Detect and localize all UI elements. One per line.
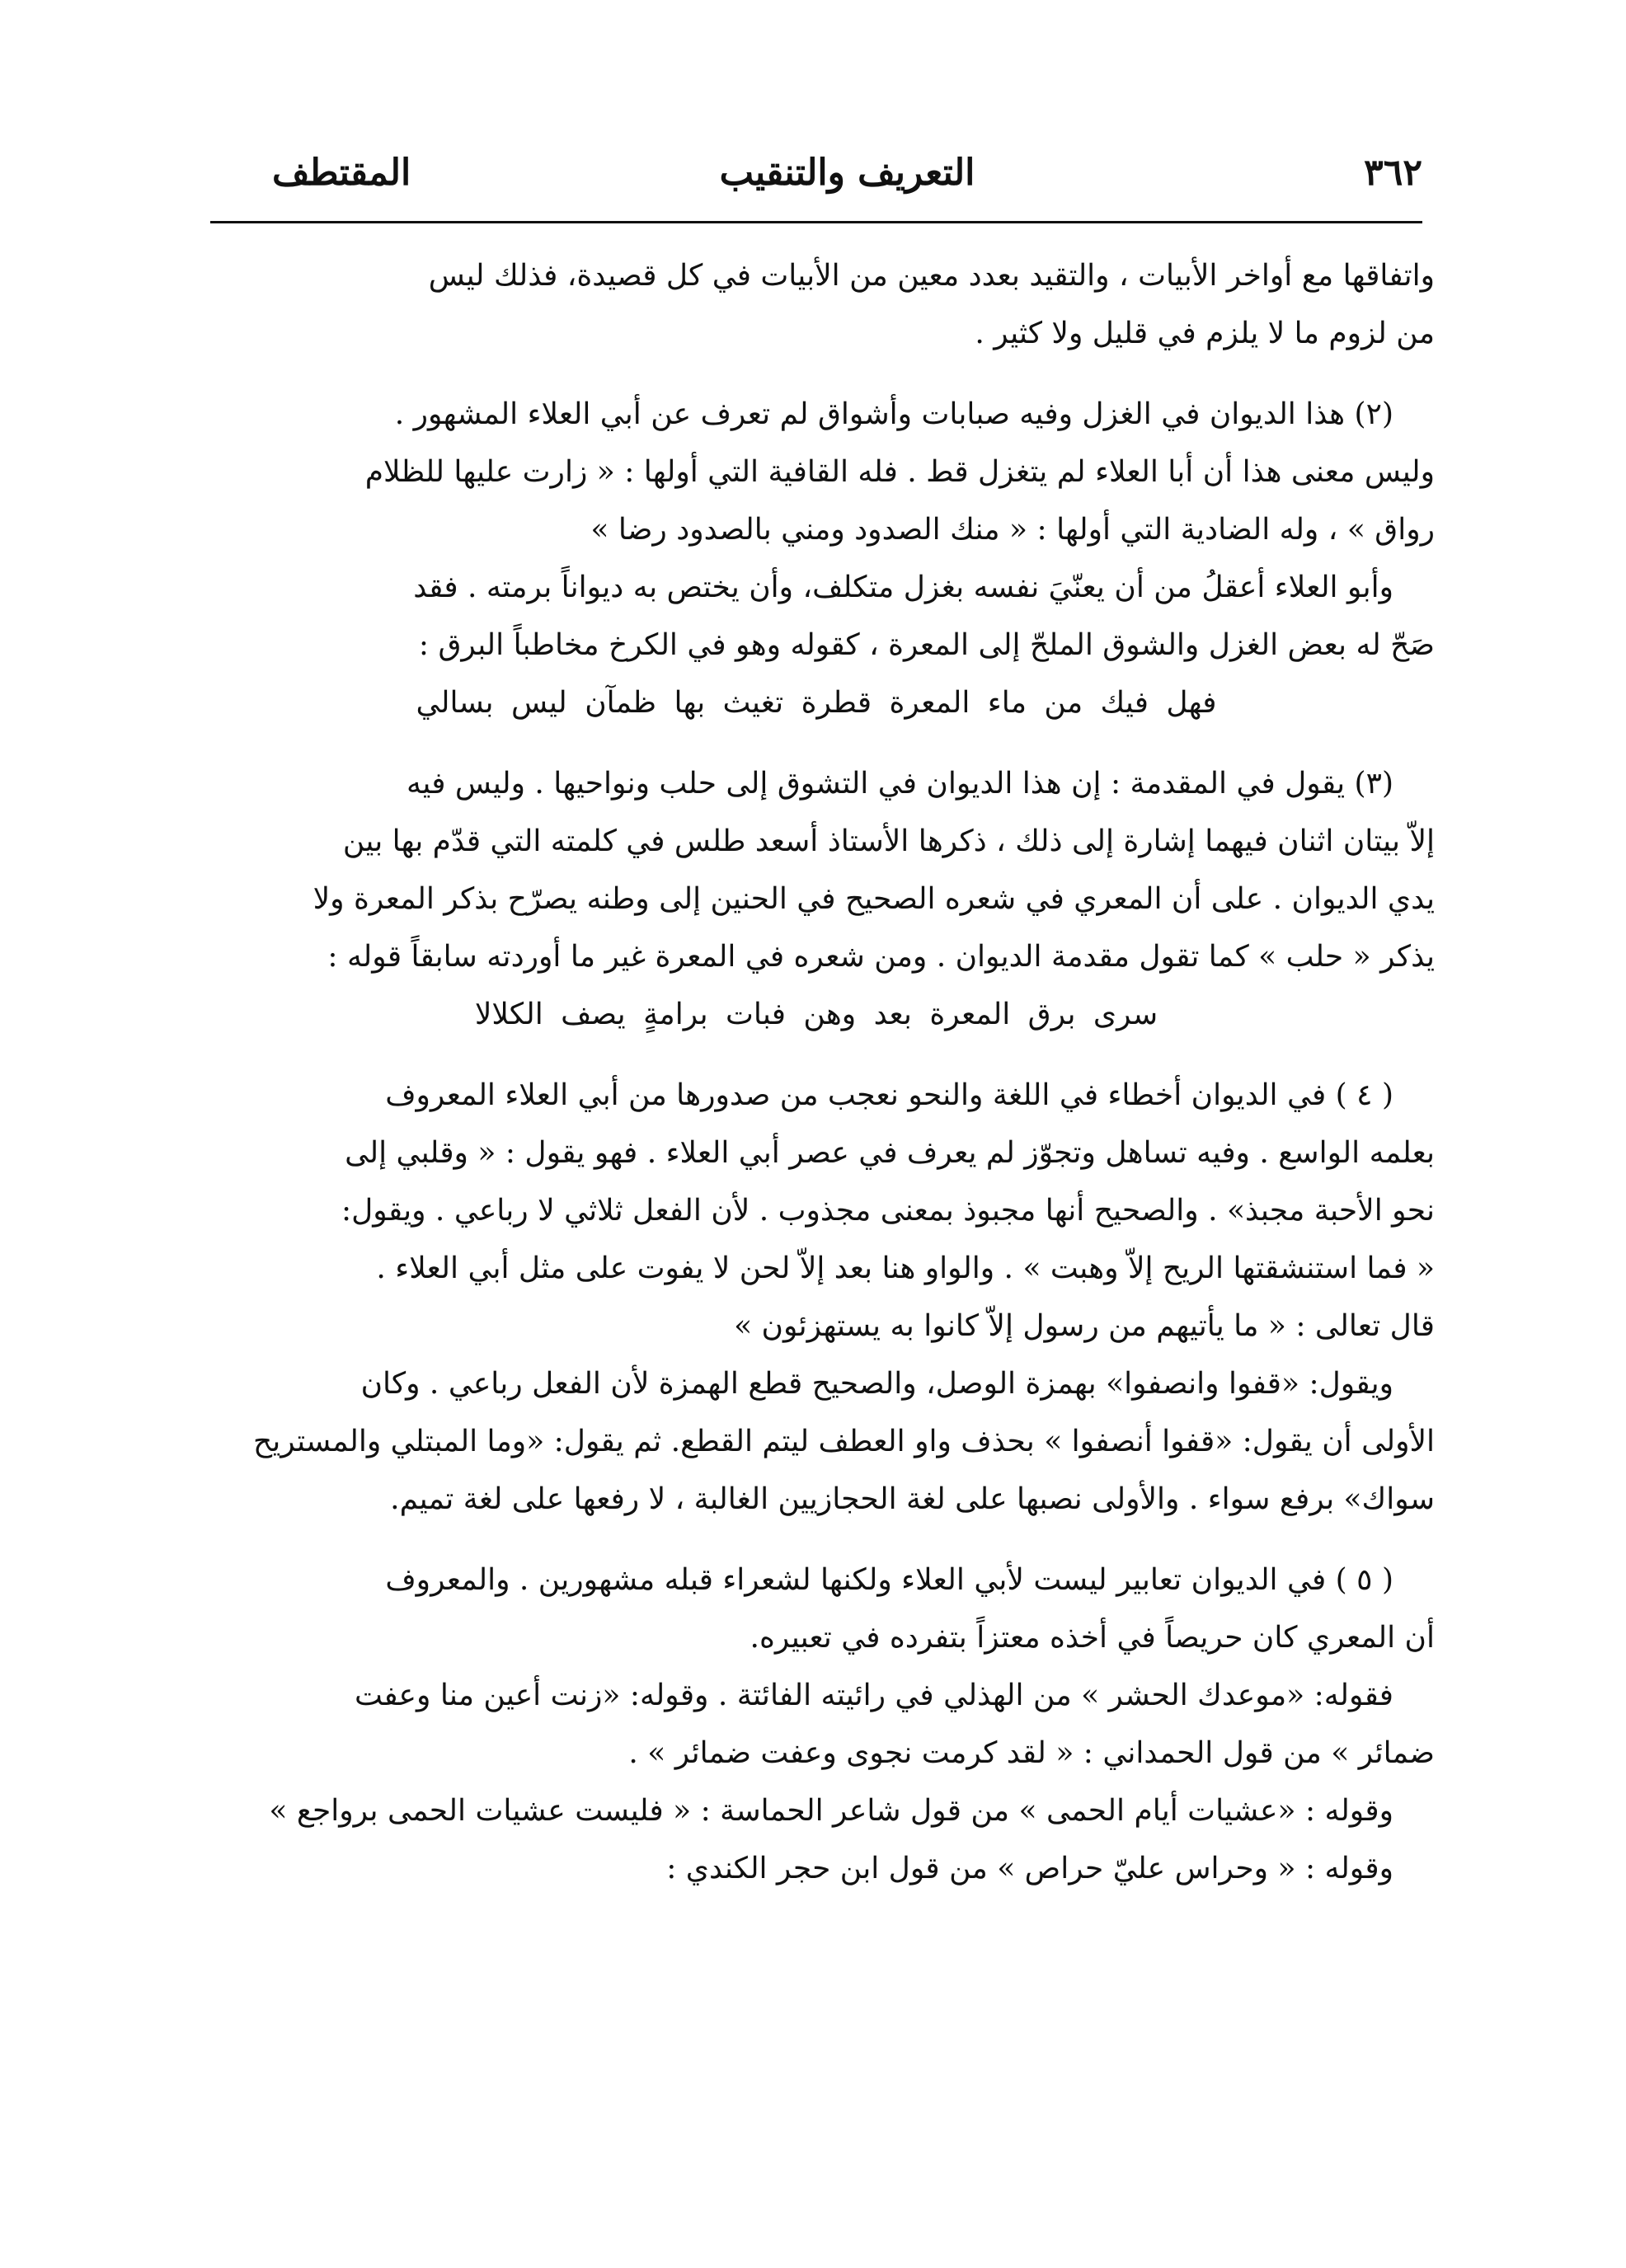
text-line: بعلمه الواسع . وفيه تساهل وتجوّز لم يعرف في عصر أبي العلاء . فهو يقول : « وقلبي إلى [345, 1136, 1435, 1170]
text-line: أن المعري كان حريصاً في أخذه معتزاً بتفرده في تعبيره. [750, 1621, 1435, 1655]
text-line: سواك» برفع سواء . والأولى نصبها على لغة الحجازيين الغالبة ، لا رفعها على لغة تميم. [390, 1482, 1435, 1516]
poem-verse: سرى برق المعرة بعد وهن فبات برامةٍ يصف الكلالا [474, 998, 1158, 1031]
text-line: إلاّ بيتان اثنان فيهما إشارة إلى ذلك ، ذكرها الأستاذ أسعد طلس في كلمته التي قدّم بها بين [342, 824, 1435, 858]
text-line: رواق » ، وله الضادية التي أولها : « منك الصدود ومني بالصدود رضا » [590, 513, 1435, 547]
text-line: صَحّ له بعض الغزل والشوق الملحّ إلى المعرة ، كقوله وهو في الكرخ مخاطباً البرق : [418, 628, 1435, 662]
text-line: وأبو العلاء أعقلُ من أن يعنّيَ نفسه بغزل متكلف، وأن يختص به ديواناً برمته . فقد [413, 571, 1393, 604]
paragraph-gap [198, 1528, 1435, 1552]
paragraph-gap [198, 363, 1435, 386]
text-line: (٢) هذا الديوان في الغزل وفيه صبابات وأشواق لم تعرف عن أبي العلاء المشهور . [394, 397, 1393, 431]
journal-name: المقتطف [272, 152, 411, 194]
text-line: (٣) يقول في المقدمة : إن هذا الديوان في التشوق إلى حلب ونواحيها . وليس فيه [406, 767, 1393, 801]
text-line: الأولى أن يقول: «قفوا أنصفوا » بحذف واو العطف ليتم القطع. ثم يقول: «وما المبتلي والمستريح [252, 1425, 1435, 1458]
text-line: واتفاقها مع أواخر الأبيات ، والتقيد بعدد معين من الأبيات في كل قصيدة، فذلك ليس [428, 259, 1435, 293]
text-line: قال تعالى : « ما يأتيهم من رسول إلاّ كانوا به يستهزئون » [734, 1309, 1435, 1343]
text-line: ( ٥ ) في الديوان تعابير ليست لأبي العلاء ولكنها لشعراء قبله مشهورين . والمعروف [385, 1563, 1393, 1597]
page-number: ٣٦٢ [1364, 152, 1422, 194]
text-line: وقوله : « وحراس عليّ حراص » من قول ابن حجر الكندي : [666, 1852, 1393, 1885]
text-line: ضمائر » من قول الحمداني : « لقد كرمت نجوى وعفت ضمائر » . [628, 1736, 1435, 1770]
poem-verse: فهل فيك من ماء المعرة قطرة تغيث بها ظمآن ليس بسالي [416, 686, 1217, 720]
text-line: فقوله: «موعدك الحشر » من الهذلي في رائيته الفائتة . وقوله: «زنت أعين منا وعفت [355, 1679, 1393, 1712]
text-line: نحو الأحبة مجبذ» . والصحيح أنها مجبوذ بمعنى مجذوب . لأن الفعل ثلاثي لا رباعي . ويقول: [341, 1194, 1435, 1228]
header-divider [210, 221, 1422, 223]
paragraph-gap [198, 732, 1435, 755]
page-header [272, 148, 1422, 198]
article-body [198, 247, 1435, 1898]
text-line: وقوله : «عشيات أيام الحمى » من قول شاعر الحماسة : « فليست عشيات الحمى برواجع » [269, 1794, 1393, 1828]
running-title: التعريف والتنقيب [719, 152, 975, 194]
text-line: يدي الديوان . على أن المعري في شعره الصحيح في الحنين إلى وطنه يصرّح بذكر المعرة ولا [313, 882, 1435, 916]
text-line: ويقول: «قفوا وانصفوا» بهمزة الوصل، والصحيح قطع الهمزة لأن الفعل رباعي . وكان [360, 1367, 1393, 1401]
text-line: ( ٤ ) في الديوان أخطاء في اللغة والنحو نعجب من صدورها من أبي العلاء المعروف [385, 1078, 1393, 1112]
text-line: يذكر « حلب » كما تقول مقدمة الديوان . ومن شعره في المعرة غير ما أوردته سابقاً قوله : [327, 940, 1435, 974]
paragraph-gap [198, 1044, 1435, 1067]
text-line: من لزوم ما لا يلزم في قليل ولا كثير . [975, 317, 1435, 350]
text-line: وليس معنى هذا أن أبا العلاء لم يتغزل قط . فله القافية التي أولها : « زارت عليها للظلام [364, 455, 1435, 489]
text-line: « فما استنشقتها الريح إلاّ وهبت » . والواو هنا بعد إلاّ لحن لا يفوت على مثل أبي العلاء . [376, 1251, 1435, 1285]
